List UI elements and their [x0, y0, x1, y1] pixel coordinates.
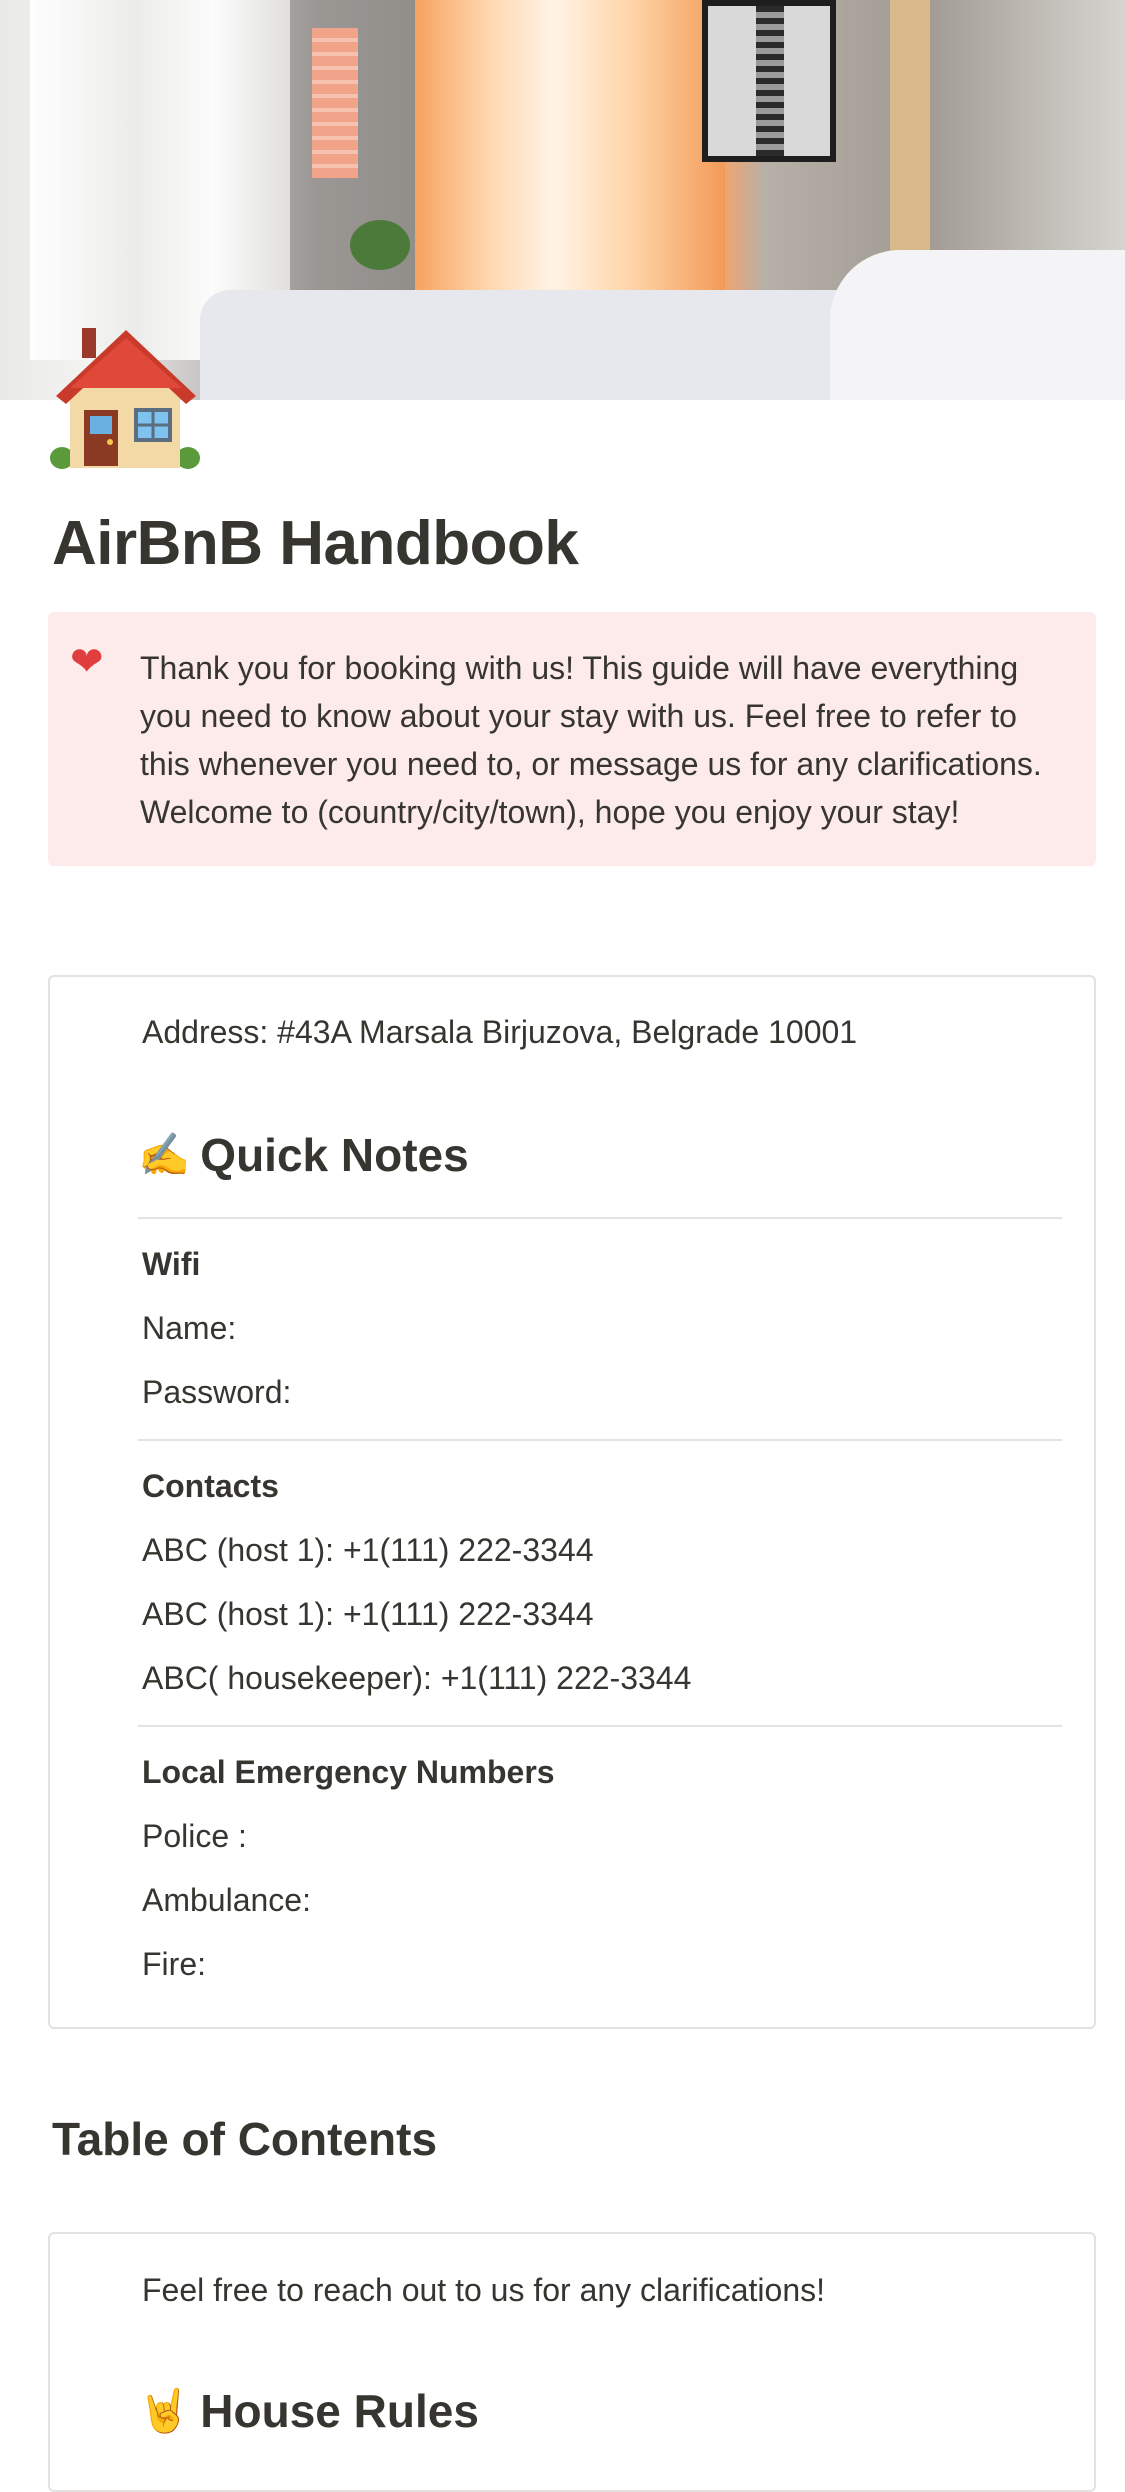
- callout-text[interactable]: Thank you for booking with us! This guide will have everything you need to know about your stay with us. Feel free to refer to this whenever you need to, or message us for any clarifications. Welcome to (country/city/town), hope you enjoy your stay!: [140, 650, 1042, 830]
- house-rules-label: House Rules: [200, 2385, 479, 2437]
- wifi-password[interactable]: Password:: [142, 1374, 292, 1410]
- clarifications-text[interactable]: Feel free to reach out to us for any clarifications!: [142, 2272, 825, 2308]
- divider: [138, 1439, 1062, 1441]
- cover-curtain-orange: [415, 0, 725, 320]
- cover-plant: [350, 220, 410, 270]
- emergency-fire[interactable]: Fire:: [142, 1946, 206, 1982]
- house-rules-heading[interactable]: [138, 2384, 479, 2438]
- heart-icon: ❤: [70, 640, 104, 684]
- wifi-heading[interactable]: Wifi: [142, 1246, 201, 1282]
- toc-heading[interactable]: Table of Contents: [52, 2113, 438, 2165]
- divider: [138, 1725, 1062, 1727]
- cover-sofa: [830, 250, 1125, 400]
- welcome-callout[interactable]: [48, 612, 1096, 866]
- emergency-ambulance[interactable]: Ambulance:: [142, 1882, 311, 1918]
- writing-hand-icon: ✍️: [138, 1130, 191, 1178]
- emergency-police[interactable]: Police :: [142, 1818, 247, 1854]
- contact-item[interactable]: ABC (host 1): +1(111) 222-3344: [142, 1596, 594, 1632]
- contact-item[interactable]: ABC (host 1): +1(111) 222-3344: [142, 1532, 594, 1568]
- emergency-heading[interactable]: Local Emergency Numbers: [142, 1754, 555, 1790]
- cover-picture-frame: [702, 0, 836, 162]
- cover-towel: [312, 28, 358, 178]
- house-icon[interactable]: [48, 318, 204, 474]
- cover-bed: [200, 290, 920, 400]
- contacts-heading[interactable]: Contacts: [142, 1468, 279, 1504]
- quick-notes-heading[interactable]: [138, 1128, 469, 1182]
- divider: [138, 1217, 1062, 1219]
- cover-wood-pole: [890, 0, 930, 260]
- contact-item[interactable]: ABC( housekeeper): +1(111) 222-3344: [142, 1660, 692, 1696]
- address-text[interactable]: Address: #43A Marsala Birjuzova, Belgrade 10001: [142, 1014, 858, 1050]
- rules-box: [48, 2232, 1096, 2492]
- rock-hand-icon: 🤘: [138, 2386, 191, 2434]
- quick-notes-label: Quick Notes: [200, 1129, 469, 1181]
- page-title[interactable]: AirBnB Handbook: [52, 509, 579, 578]
- wifi-name[interactable]: Name:: [142, 1310, 237, 1346]
